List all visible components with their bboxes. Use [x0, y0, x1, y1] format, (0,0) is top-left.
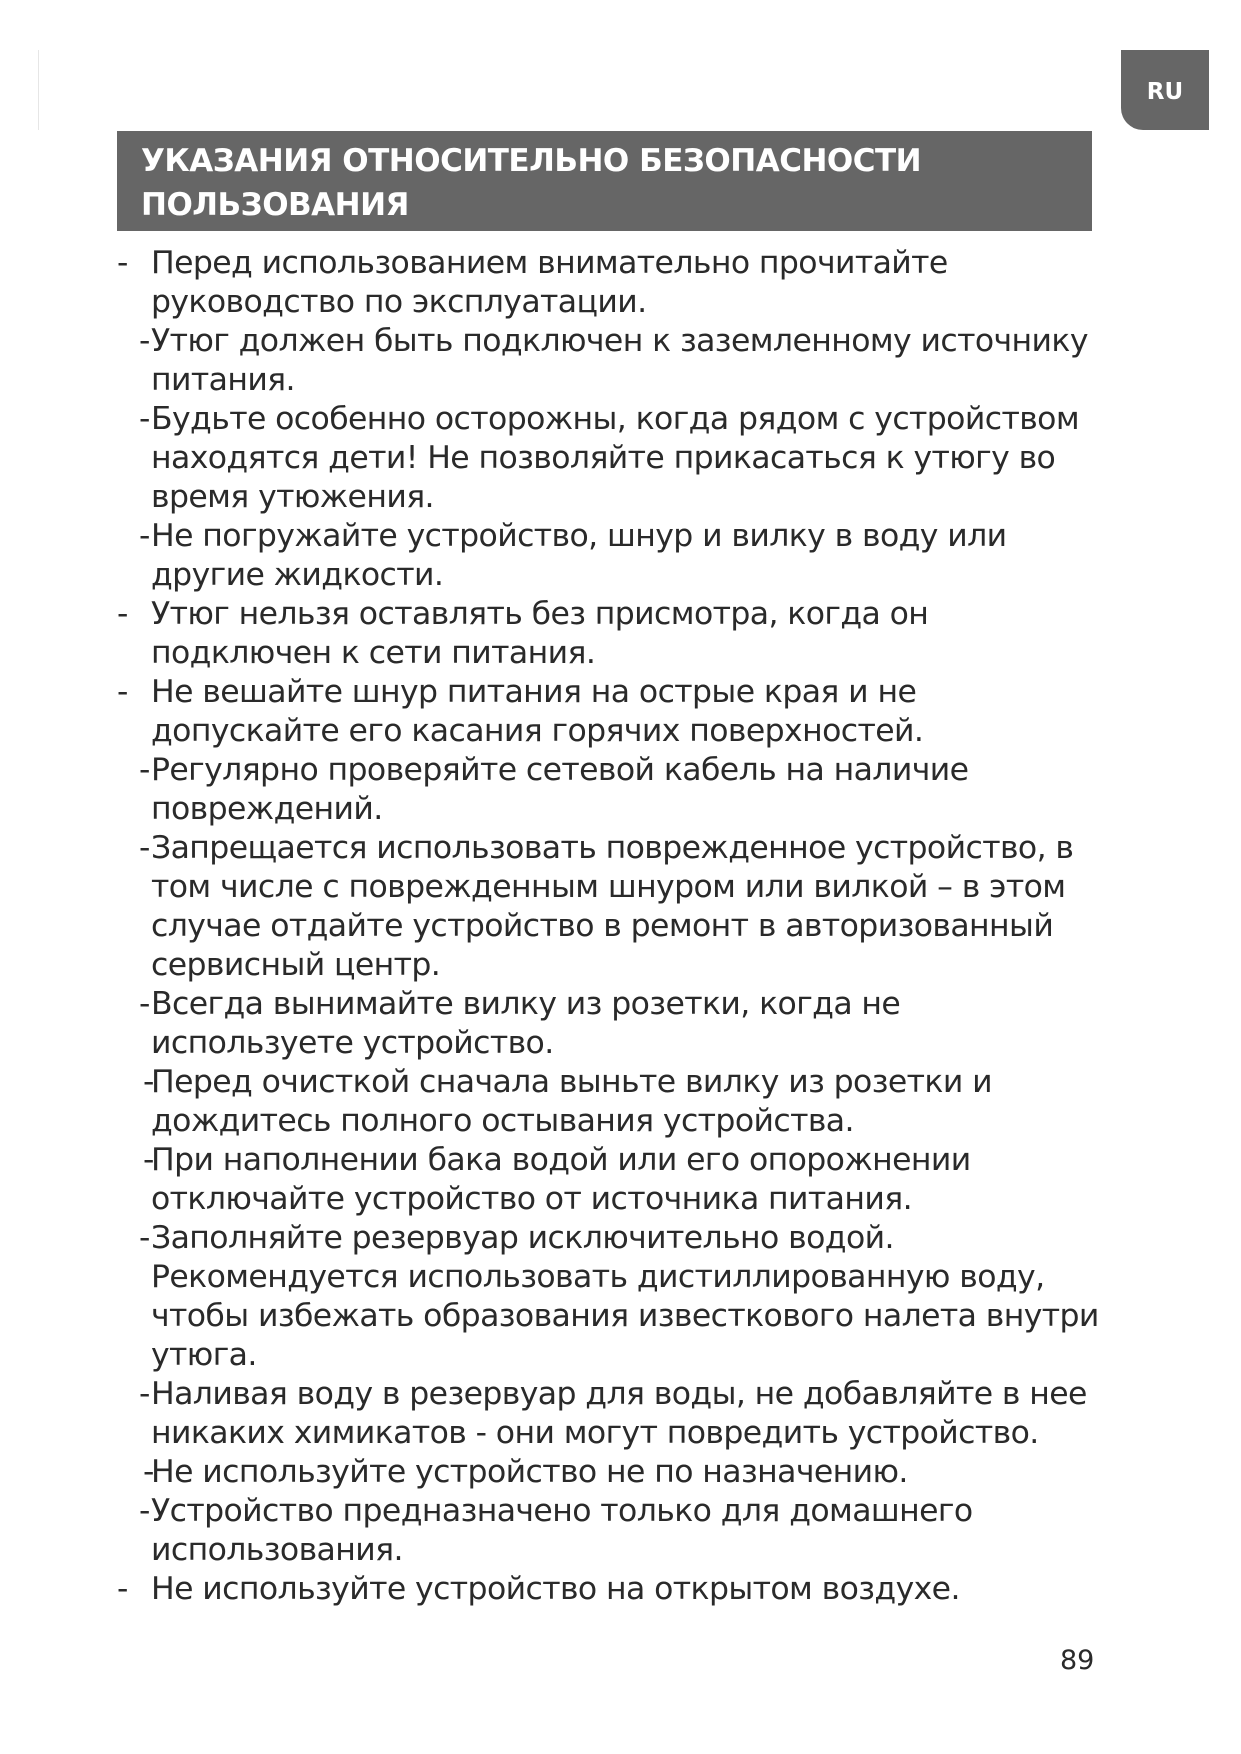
- rule-text: Утюг должен быть подключен к заземленному источнику питания.: [151, 323, 1088, 398]
- bullet-dash: -: [117, 674, 128, 710]
- rule-text: Не вешайте шнур питания на острые края и не допускайте его касания горячих поверхностей.: [151, 674, 924, 749]
- bullet-dash: -: [143, 1454, 154, 1490]
- bullet-dash: -: [139, 752, 150, 788]
- rule-text: Устройство предназначено только для домашнего использования.: [151, 1493, 973, 1568]
- bullet-dash: -: [139, 401, 150, 437]
- bullet-dash: -: [139, 986, 150, 1022]
- margin-line: [38, 50, 39, 130]
- language-tab: [1121, 50, 1209, 130]
- safety-rule: [117, 1141, 1107, 1219]
- rule-text: Всегда вынимайте вилку из розетки, когда не используете устройство.: [151, 986, 901, 1061]
- rule-text: Заполняйте резервуар исключительно водой. Рекомендуется использовать дистиллированную воду, чтобы избежать образования известкового налета внутри утюга.: [151, 1220, 1099, 1373]
- bullet-dash: -: [139, 518, 150, 554]
- bullet-dash: -: [117, 245, 128, 281]
- bullet-dash: -: [139, 1376, 150, 1412]
- safety-rule: [117, 1063, 1107, 1141]
- bullet-dash: -: [117, 1571, 128, 1607]
- bullet-dash: -: [143, 1064, 154, 1100]
- safety-rule: [117, 1375, 1107, 1453]
- bullet-dash: -: [139, 323, 150, 359]
- bullet-dash: -: [117, 596, 128, 632]
- rule-text: Не погружайте устройство, шнур и вилку в воду или другие жидкости.: [151, 518, 1007, 593]
- bullet-dash: -: [143, 1142, 154, 1178]
- rule-text: Наливая воду в резервуар для воды, не добавляйте в нее никаких химикатов - они могут повредить устройство.: [151, 1376, 1087, 1451]
- rule-text: Не используйте устройство на открытом воздухе.: [151, 1571, 960, 1607]
- page-number: 89: [1060, 1645, 1095, 1676]
- section-title-line-2: ПОЛЬЗОВАНИЯ: [141, 187, 409, 223]
- safety-rule: [117, 673, 1107, 751]
- rule-text: Регулярно проверяйте сетевой кабель на наличие повреждений.: [151, 752, 969, 827]
- bullet-dash: -: [139, 1220, 150, 1256]
- bullet-dash: -: [139, 830, 150, 866]
- safety-rule: [117, 751, 1107, 829]
- safety-rule: [117, 595, 1107, 673]
- safety-rule: [117, 1570, 1107, 1609]
- rule-text: Перед очисткой сначала выньте вилку из розетки и дождитесь полного остывания устройства.: [151, 1064, 992, 1139]
- rule-text: Перед использованием внимательно прочитайте руководство по эксплуатации.: [151, 245, 948, 320]
- safety-rule: [117, 1453, 1107, 1492]
- rule-text: При наполнении бака водой или его опорожнении отключайте устройство от источника питания.: [151, 1142, 971, 1217]
- rule-text: Не используйте устройство не по назначению.: [151, 1454, 908, 1490]
- safety-rule: [117, 400, 1107, 517]
- rule-text: Будьте особенно осторожны, когда рядом с устройством находятся дети! Не позволяйте прикасаться к утюгу во время утюжения.: [151, 401, 1079, 515]
- safety-rule: [117, 244, 1107, 322]
- bullet-dash: -: [139, 1493, 150, 1529]
- safety-rule: [117, 1219, 1107, 1375]
- safety-rule: [117, 1492, 1107, 1570]
- section-title-line-1: УКАЗАНИЯ ОТНОСИТЕЛЬНО БЕЗОПАСНОСТИ: [141, 143, 922, 179]
- rule-text: Утюг нельзя оставлять без присмотра, когда он подключен к сети питания.: [151, 596, 929, 671]
- safety-rule: [117, 829, 1107, 985]
- rule-text: Запрещается использовать поврежденное устройство, в том числе с поврежденным шнуром или вилкой – в этом случае отдайте устройство в ремонт в авторизованный сервисный центр.: [151, 830, 1074, 983]
- safety-rule: [117, 322, 1107, 400]
- section-header: [117, 131, 1092, 231]
- language-tab-label: RU: [1146, 79, 1184, 105]
- safety-rule: [117, 985, 1107, 1063]
- safety-rule: [117, 517, 1107, 595]
- safety-rules-list: [117, 244, 1107, 1609]
